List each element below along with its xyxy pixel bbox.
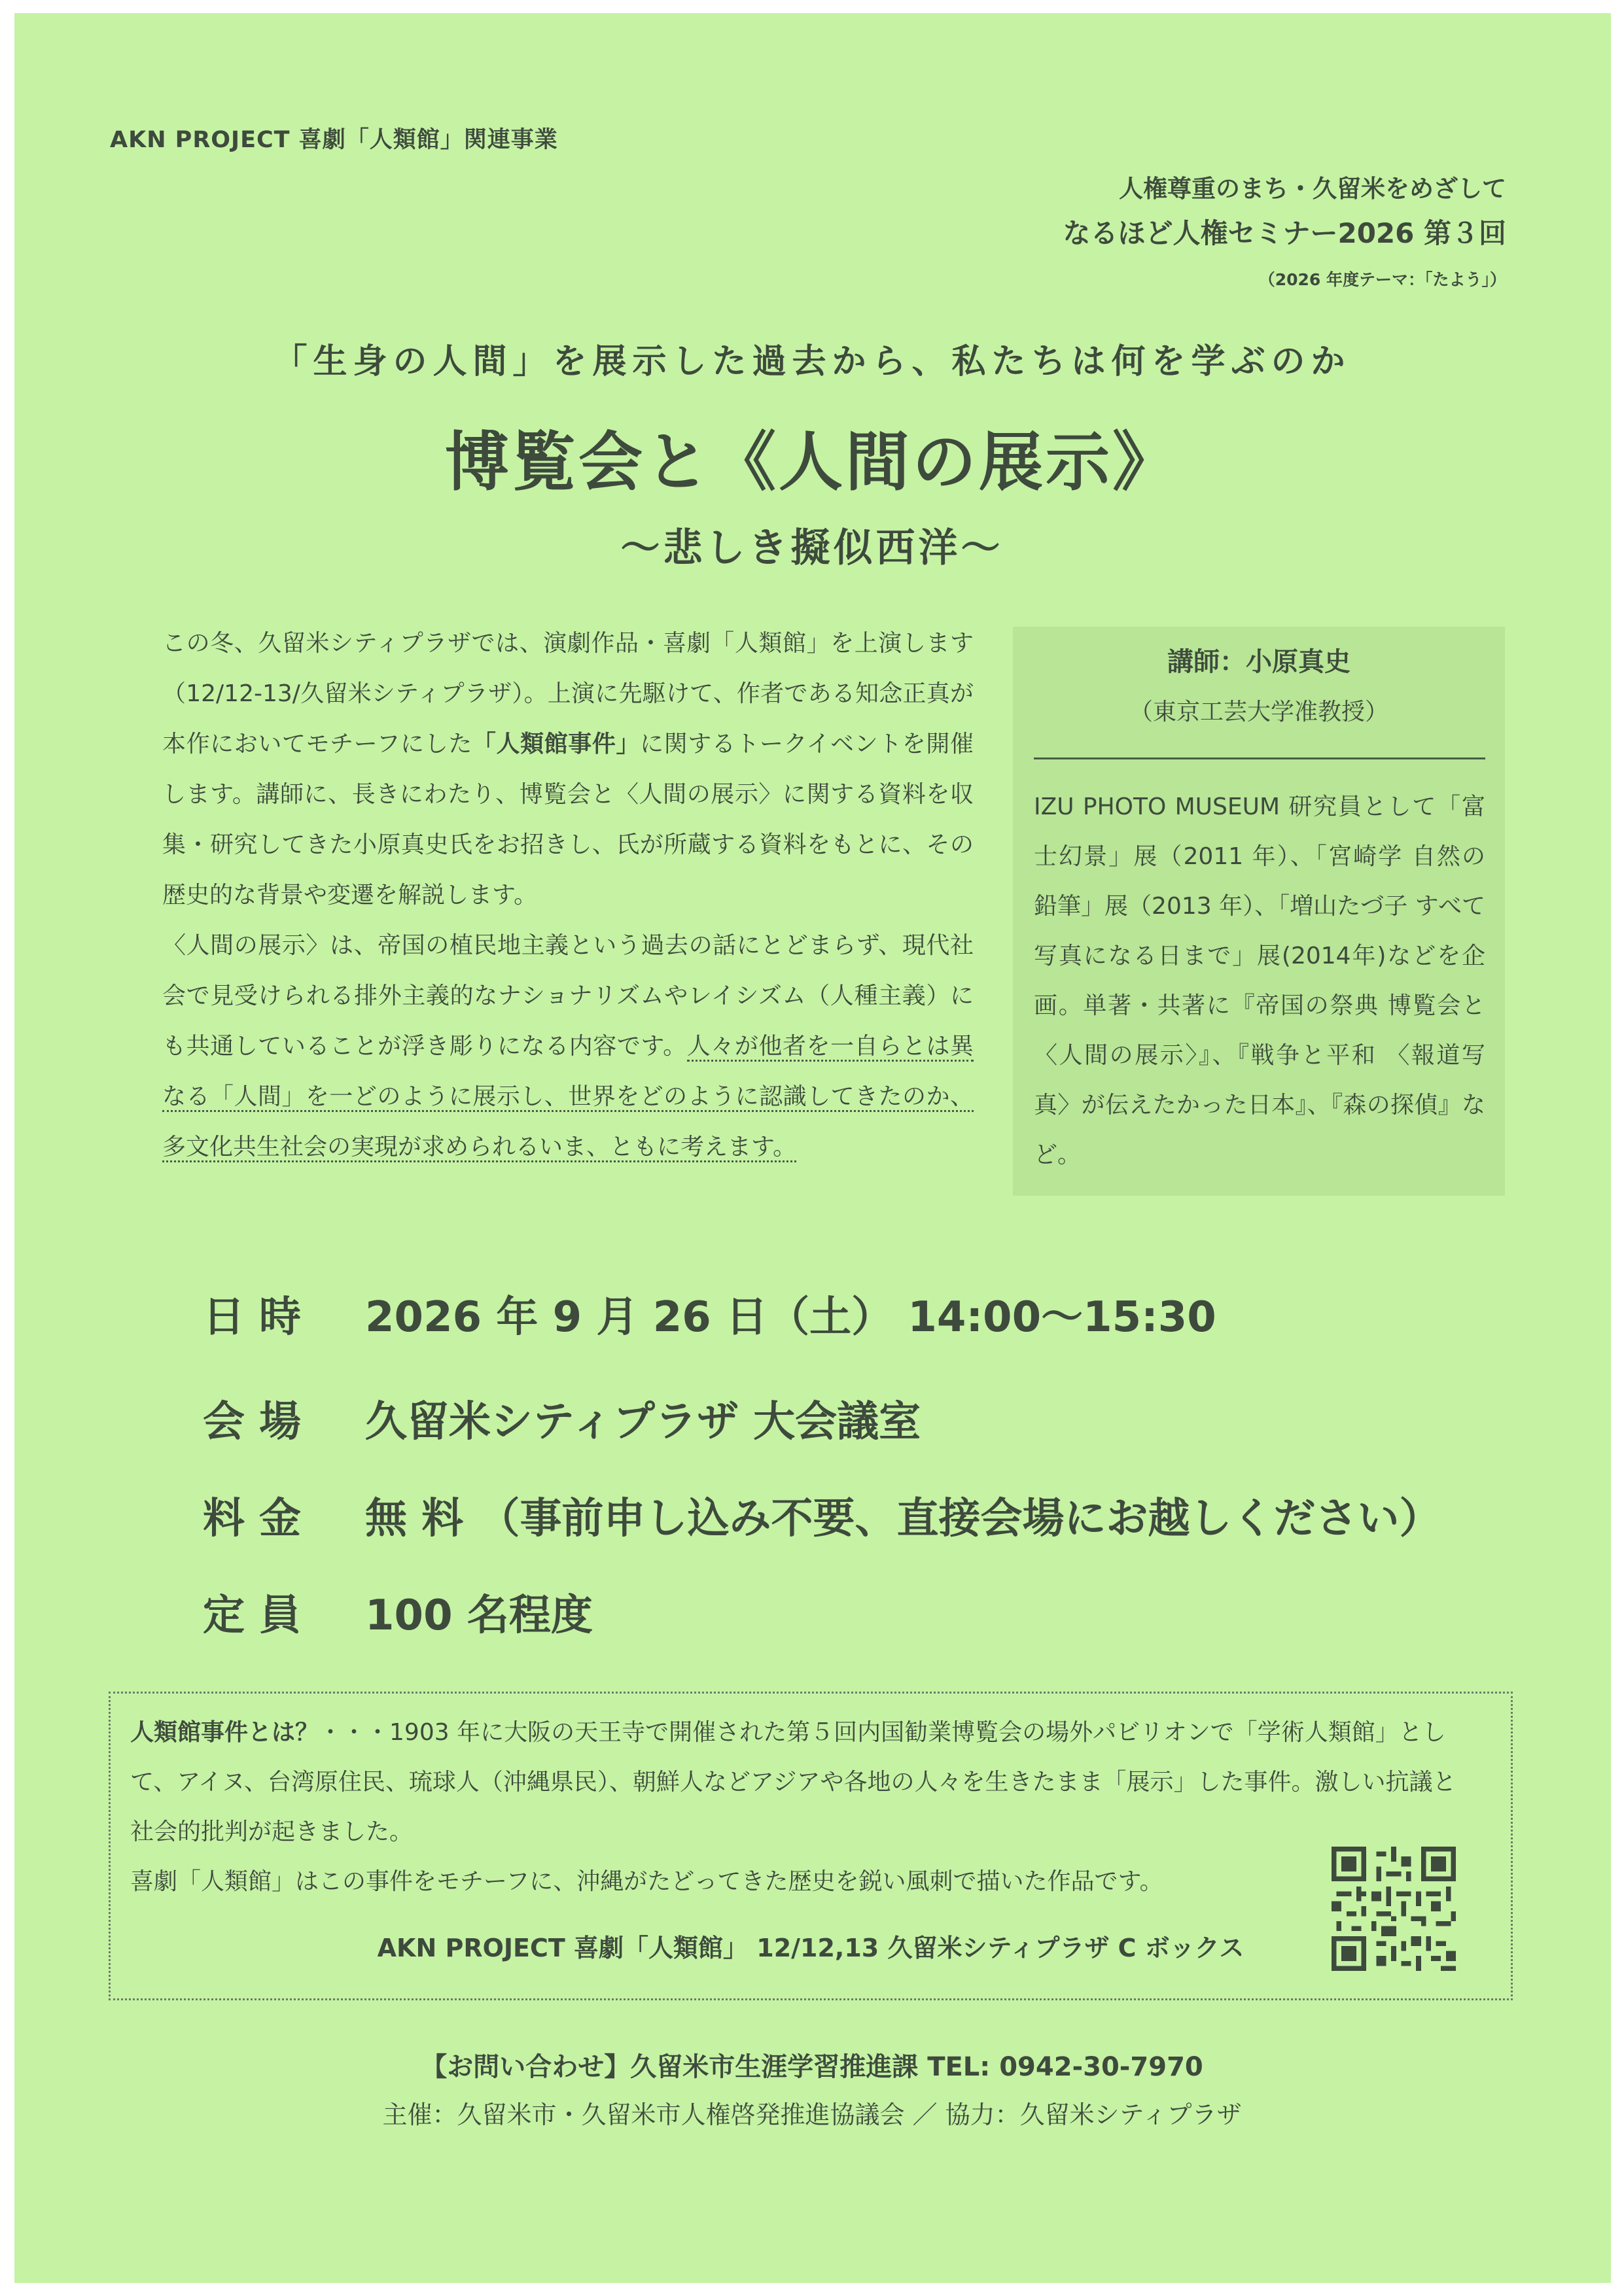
about-leader: ・・・ <box>319 1719 390 1746</box>
date-label: 日時 <box>203 1293 315 1342</box>
project-label: AKN PROJECT 喜劇「人類館」関連事業 <box>110 127 558 153</box>
performance-info: AKN PROJECT 喜劇「人類館」 12/12,13 久留米シティプラザ C ボックス <box>377 1934 1244 1962</box>
about-body: 1903 年に大阪の天王寺で開催された第５回内国勧業博覧会の場外パビリオンで「学術人類館」として、アイヌ、台湾原住民、琉球人（沖縄県民）、朝鮮人などアジアや各地の人々を生きたまま「展示」した事件。激しい抗議と社会的批判が起きました。 <box>130 1719 1456 1845</box>
intro-p1-a: この冬、久留米シティプラザでは、演劇作品・喜劇「人類館」を上演します（12/12-13/久留米シティプラザ）。上演に先駆けて、作者である知念正真が本作においてモチーフにした <box>162 630 974 757</box>
capacity-label: 定員 <box>203 1592 315 1640</box>
intro-paragraph-1 <box>162 618 974 920</box>
speaker-bio: IZU PHOTO MUSEUM 研究員として「富士幻景」展（2011 年）、「宮崎学 自然の鉛筆」展（2013 年）、「増山たづ子 すべて写真になる日まで」展(2014年)などを企画。単著・共著に『帝国の祭典 博覧会と〈人間の展示〉』、『戦争と平和 〈報道写真〉が伝えたかった日本』、『森の探偵』など。 <box>1034 793 1485 1168</box>
seminar-title: なるほど人権セミナー2026 第３回 <box>1063 217 1506 249</box>
date-value: 2026 年 9 月 26 日（土） 14:00～15:30 <box>365 1293 1216 1342</box>
subheading: 「生身の人間」を展示した過去から、私たちは何を学ぶのか <box>273 342 1351 381</box>
date-row <box>203 1283 1216 1344</box>
about-text <box>130 1708 1478 1907</box>
intro-text <box>162 618 974 1172</box>
about-box <box>109 1692 1513 2000</box>
play-note: 喜劇「人類館」はこの事件をモチーフに、沖縄がたどってきた歴史を鋭い風刺で描いた作品です。 <box>130 1868 1163 1895</box>
year-theme: （2026 年度テーマ：「たよう」） <box>1258 270 1506 289</box>
venue-value: 久留米シティプラザ 大会議室 <box>365 1398 921 1446</box>
capacity-value: 100 名程度 <box>365 1592 593 1640</box>
about-paragraph <box>130 1708 1478 1857</box>
venue-label: 会場 <box>203 1398 315 1446</box>
capacity-row <box>203 1582 593 1642</box>
tagline: 人権尊重のまち・久留米をめざして <box>1119 175 1506 203</box>
intro-paragraph-2 <box>162 920 974 1172</box>
speaker-name: 講師：小原真史 <box>1167 647 1350 677</box>
page-title: 博覧会と《人間の展示》 <box>444 425 1179 500</box>
intro-p2-a: 〈人間の展示〉は、帝国の植民地主義という過去の話にとどまらず、現代社会で見受けられる排外主義的なナショナリズムやレイシズム（人種主義）にも共通していることが浮き彫りになる内容です。 <box>162 932 974 1060</box>
speaker-affiliation: （東京工芸大学准教授） <box>1129 699 1388 725</box>
intro-p1-b: に関するトークイベントを開催します。講師に、長きにわたり、博覧会と〈人間の展示〉に関する資料を収集・研究してきた小原真史氏をお招きし、氏が所蔵する資料をもとに、その歴史的な背景や変遷を解説します。 <box>162 731 974 909</box>
speaker-panel <box>1013 627 1505 1196</box>
page-subtitle: ～悲しき擬似西洋～ <box>620 525 1004 571</box>
qr-code-icon[interactable] <box>1332 1847 1456 1971</box>
fee-label: 料金 <box>203 1495 315 1543</box>
contact-info: 【お問い合わせ】久留米市生涯学習推進課 TEL: 0942-30-7970 <box>421 2052 1203 2082</box>
divider <box>1034 757 1485 759</box>
about-heading: 人類館事件とは？ <box>130 1719 319 1746</box>
fee-value: 無 料 （事前申し込み不要、直接会場にお越しください） <box>365 1495 1441 1543</box>
incident-name: 「人類館事件」 <box>472 731 641 757</box>
organizers: 主催：久留米市・久留米市人権啓発推進協議会 ／ 協力：久留米シティプラザ <box>382 2100 1242 2129</box>
fee-row <box>203 1485 1441 1545</box>
intro-p2-underlined: 人々が他者を一自らとは異なる「人間」を一どのように展示し、世界をどのように認識してきたのか、多文化共生社会の実現が求められるいま、ともに考えます。 <box>162 1033 974 1162</box>
venue-row <box>203 1388 921 1448</box>
